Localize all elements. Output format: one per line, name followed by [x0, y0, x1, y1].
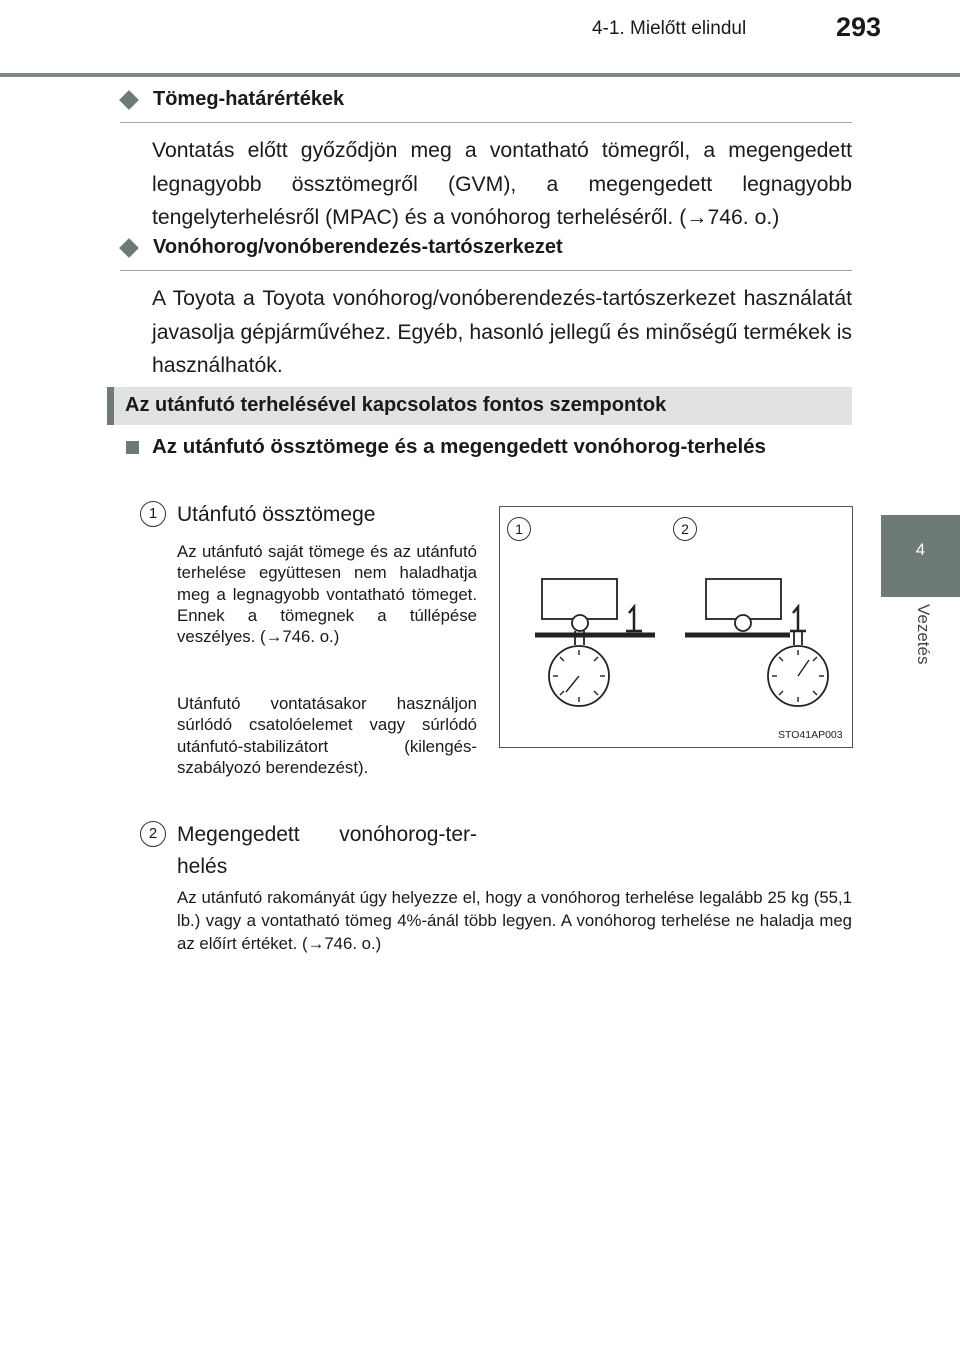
diamond-bullet-icon — [119, 90, 139, 110]
trailer-body — [706, 579, 781, 619]
page-number: 293 — [836, 12, 882, 42]
item-note: Az utánfutó saját tömege és az utánfutó terhelése együttesen nem haladhatja meg a legnagyobb vontatható tömeget. Ennek a tömegnek a túllépése veszélyes. (→746. o.) — [177, 542, 477, 647]
trailer-weight-figure — [499, 506, 853, 748]
figure-id: STO41AP003 — [778, 729, 843, 741]
trailer-body — [542, 579, 617, 619]
figure-label-1: 1 — [507, 517, 531, 541]
item-number-badge: 2 — [140, 821, 166, 847]
topic-banner — [107, 387, 852, 425]
square-bullet-icon — [126, 441, 139, 454]
section-paragraph: A Toyota a Toyota vonóhorog/vonóberendezés-tartószerkezet használatát javasolja gépjárművéhez. Egyéb, hasonló jellegű és minőségű termékek is használhatók. — [152, 287, 852, 377]
banner-accent-bar — [107, 387, 114, 425]
chapter-label: Vezetés — [914, 604, 933, 665]
trailer-wheel — [735, 615, 751, 631]
page-header — [0, 0, 960, 80]
section-title: Tömeg-határértékek — [153, 88, 345, 110]
section-title: Vonóhorog/vonóberendezés-tartószerkezet — [153, 236, 563, 258]
jack-stand-icon — [626, 607, 642, 631]
banner-title: Az utánfutó terhelésével kapcsolatos fontos szempontok — [125, 394, 667, 416]
item-number-badge: 1 — [140, 501, 166, 527]
trailer-gross-weight-scene — [535, 579, 655, 706]
tongue-weight-scene — [685, 579, 828, 706]
diamond-bullet-icon — [119, 238, 139, 258]
jack-stand-icon — [790, 607, 806, 631]
section-heading-weight-limits — [120, 88, 852, 123]
chapter-number: 4 — [915, 540, 926, 559]
figure-label-2: 2 — [673, 517, 697, 541]
trailer-wheel — [572, 615, 588, 631]
item-title: Megengedett vonóhorog-terhelés — [177, 823, 477, 878]
item-title: Utánfutó össztömege — [177, 503, 376, 526]
section-paragraph: Vontatás előtt győződjön meg a vontatható tömegről, a megengedett legnagyobb össztömegről (GVM), a megengedett legnagyobb tengelyterhelésről (MPAC) és a vonóhorog terheléséről. (→746. o.) — [152, 139, 852, 229]
header-rule — [0, 73, 960, 77]
section-heading-hitch — [120, 236, 852, 271]
item-note: Az utánfutó rakományát úgy helyezze el, hogy a vonóhorog terhelése legalább 25 kg (55,1 lb.) vagy a vontatható tömeg 4%-ánál több legyen. A vonóhorog terhelése ne haladja meg az előírt értéket. (→746. o.) — [177, 888, 852, 953]
figure-illustration — [500, 507, 852, 747]
item-note: Utánfutó vontatásakor használjon súrlódó csatolóelemet vagy súrlódó utánfutó-stabilizátort (kilengés-szabályozó berendezést). — [177, 694, 477, 777]
subsection-title: Az utánfutó össztömege és a megengedett vonóhorog-terhelés — [152, 435, 766, 458]
header-section-title: 4-1. Mielőtt elindul — [592, 18, 747, 39]
